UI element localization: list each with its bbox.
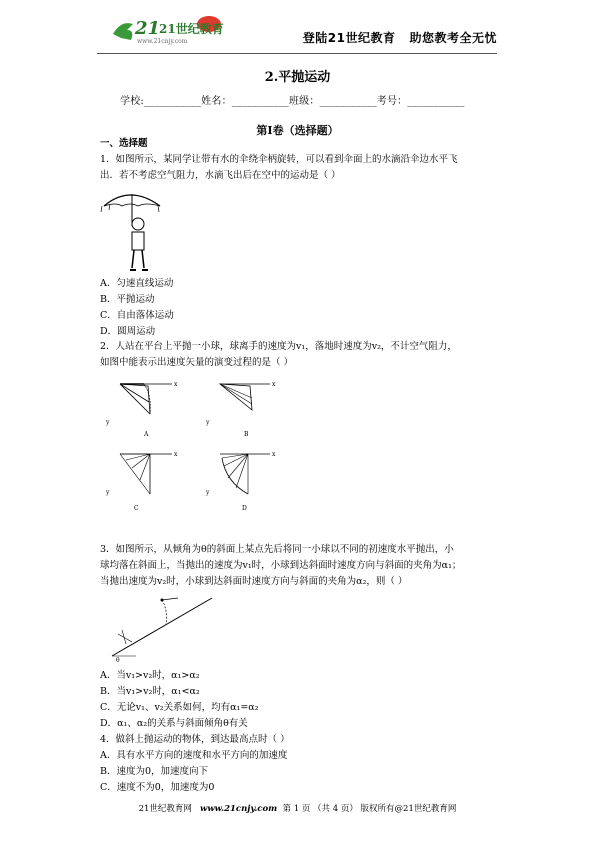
footer-right: 第 1 页 （共 4 页） 版权所有@21世纪教育网: [282, 804, 457, 814]
q2-figure-d: [205, 451, 276, 512]
q3-option-d: D．α₁、α₂的关系与斜面倾角θ有关: [100, 718, 248, 729]
q1-option-b: B．平抛运动: [100, 294, 155, 305]
slogan-left: 登陆21世纪教育: [302, 31, 396, 45]
footer-url[interactable]: www.21cnjy.com: [200, 804, 278, 814]
q1-option-d: D．圆周运动: [100, 326, 156, 337]
q3-line1: 3．如图所示，从倾角为θ的斜面上某点先后将同一小球以不同的初速度水平抛出，小: [100, 544, 454, 555]
q4-line1: 4．做斜上抛运动的物体，到达最高点时（ ）: [100, 734, 290, 745]
umbrella-figure: [100, 186, 170, 278]
site-logo: [107, 12, 225, 46]
svg-text:y: y: [106, 489, 110, 496]
q2-line1: 2．人站在平台上平抛一小球，球离手的速度为v₁，落地时速度为v₂，不计空气阻力，: [100, 341, 457, 352]
q1-option-a: A．匀速直线运动: [100, 278, 174, 289]
student-info-line: 学校:___________姓名：___________班级：___________考号：___________: [120, 96, 465, 107]
q3-option-b: B．当v₁>v₂时，α₁<α₂: [100, 686, 200, 697]
q2-figure-c: [105, 451, 178, 512]
theta-label: θ: [116, 657, 120, 664]
q1-option-c: C．自由落体运动: [100, 310, 174, 321]
header-divider: [97, 53, 497, 54]
footer-left: 21世纪教育网: [138, 804, 192, 814]
page-title: 2.平抛运动: [264, 70, 331, 85]
q2-label-c: C: [134, 505, 139, 512]
svg-text:y: y: [206, 419, 210, 426]
svg-text:21: 21: [135, 18, 161, 39]
logo-url: www.21cnjy.com: [137, 38, 188, 45]
q3-line3: 当抛出速度为v₂时，小球到达斜面时速度方向与斜面的夹角为α₂，则（ ）: [100, 576, 408, 587]
q2-figures: [100, 374, 330, 524]
q2-figure-a: [105, 381, 178, 438]
q4-option-b: B．速度为0，加速度向下: [100, 766, 209, 777]
q2-label-b: B: [244, 431, 249, 438]
q3-option-a: A．当v₁>v₂时，α₁>α₂: [100, 670, 200, 681]
svg-text:y: y: [206, 489, 210, 496]
logo-text: 21世纪教育: [159, 22, 224, 36]
q2-label-d: D: [242, 505, 247, 512]
q4-option-c: C．速度不为0，加速度为0: [100, 782, 215, 793]
header-slogan: [289, 29, 497, 46]
svg-text:x: x: [174, 381, 178, 388]
q2-line2: 如图中能表示出速度矢量的演变过程的是（ ）: [100, 357, 294, 368]
svg-text:x: x: [272, 451, 276, 458]
svg-text:x: x: [272, 381, 276, 388]
part-heading: 一、选择题: [100, 138, 148, 149]
q4-option-a: A．具有水平方向的速度和水平方向的加速度: [100, 750, 288, 761]
section-title: 第I卷（选择题）: [256, 124, 339, 137]
q1-line1: 1．如图所示，某同学让带有水的伞绕伞柄旋转，可以看到伞面上的水滴沿伞边水平飞: [100, 154, 458, 165]
page-footer: [0, 802, 595, 814]
q3-line2: 球均落在斜面上，当抛出的速度为v₁时，小球到达斜面时速度方向与斜面的夹角为α₁；: [100, 560, 462, 571]
runner-icon: [113, 23, 133, 40]
slogan-right: 助您教考全无忧: [409, 31, 497, 45]
svg-text:y: y: [106, 419, 110, 426]
q2-label-a: A: [144, 431, 149, 438]
q2-figure-b: [205, 381, 276, 438]
q1-line2: 出．若不考虑空气阻力，水滴飞出后在空中的运动是（ ）: [100, 170, 341, 181]
incline-figure: [108, 590, 218, 668]
svg-text:x: x: [174, 451, 178, 458]
q3-option-c: C．无论v₁、v₂关系如何，均有α₁=α₂: [100, 702, 259, 713]
